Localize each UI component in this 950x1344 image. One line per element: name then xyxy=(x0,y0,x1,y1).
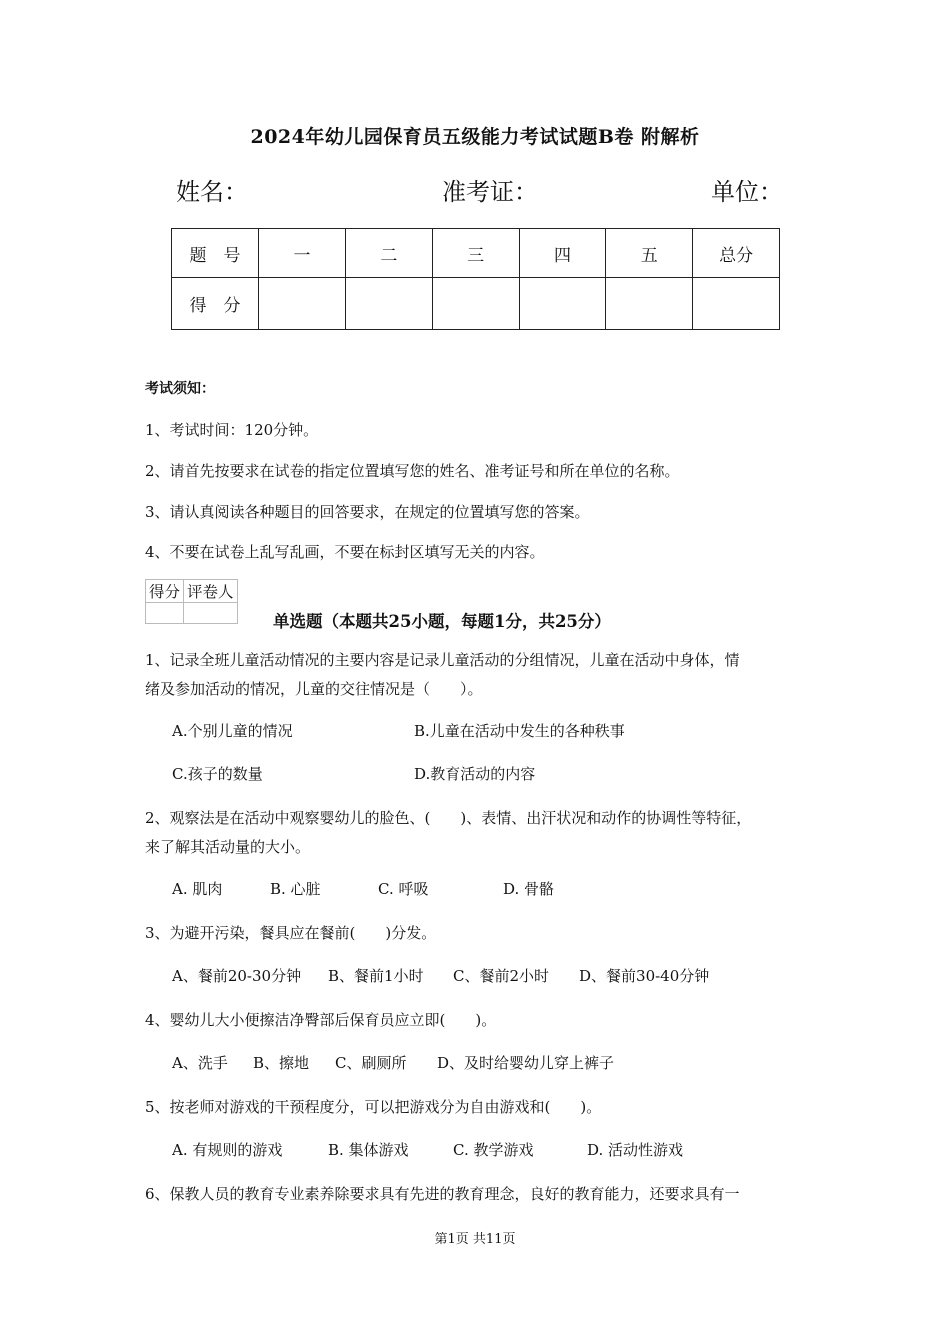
question-4-line-1: 4、婴幼儿大小便擦洁净臀部后保育员应立即( )。 xyxy=(145,1011,497,1029)
question-3-line-1: 3、为避开污染，餐具应在餐前( )分发。 xyxy=(145,924,437,942)
notice-item-2: 2、请首先按要求在试卷的指定位置填写您的姓名、准考证号和所在单位的名称。 xyxy=(145,462,680,480)
question-4-option-b[interactable]: B、擦地 xyxy=(253,1054,310,1072)
question-5-option-c[interactable]: C. 教学游戏 xyxy=(453,1141,534,1159)
question-5-option-b[interactable]: B. 集体游戏 xyxy=(328,1141,409,1159)
score-table xyxy=(171,228,780,330)
question-1-line-2: 绪及参加活动的情况，儿童的交往情况是（ ）。 xyxy=(145,680,483,698)
question-1-option-b[interactable]: B.儿童在活动中发生的各种秩事 xyxy=(414,722,625,740)
question-4-option-a[interactable]: A、洗手 xyxy=(172,1054,228,1072)
page-footer: 第1页 共11页 xyxy=(434,1232,516,1247)
score-cell-1[interactable] xyxy=(259,278,346,330)
score-header-total: 总分 xyxy=(693,229,780,278)
score-cell-4[interactable] xyxy=(519,278,606,330)
score-header-1: 一 xyxy=(259,229,346,278)
question-2-option-d[interactable]: D. 骨骼 xyxy=(503,880,555,898)
score-cell-3[interactable] xyxy=(432,278,519,330)
question-3-option-d[interactable]: D、餐前30-40分钟 xyxy=(579,967,710,985)
score-cell-5[interactable] xyxy=(606,278,693,330)
question-6-line-1: 6、保教人员的教育专业素养除要求具有先进的教育理念，良好的教育能力，还要求具有一 xyxy=(145,1185,740,1203)
question-3-option-b[interactable]: B、餐前1小时 xyxy=(328,967,424,985)
question-4-option-c[interactable]: C、刷厕所 xyxy=(335,1054,407,1072)
exam-id-field-label: 准考证： xyxy=(442,178,538,206)
grader-score-cell[interactable] xyxy=(146,603,184,624)
question-3-option-a[interactable]: A、餐前20-30分钟 xyxy=(172,967,302,985)
notice-item-4: 4、不要在试卷上乱写乱画，不要在标封区填写无关的内容。 xyxy=(145,543,545,561)
section-title: 单选题（本题共25小题，每题1分，共25分） xyxy=(273,612,611,631)
grader-box xyxy=(145,579,238,624)
score-row-label: 得 分 xyxy=(172,278,259,330)
question-1-option-d[interactable]: D.教育活动的内容 xyxy=(414,765,536,783)
question-2-line-1: 2、观察法是在活动中观察婴幼儿的脸色、( )、表情、出汗状况和动作的协调性等特征， xyxy=(145,809,752,827)
unit-field-label: 单位： xyxy=(711,178,783,206)
question-5-line-1: 5、按老师对游戏的干预程度分，可以把游戏分为自由游戏和( )。 xyxy=(145,1098,602,1116)
grader-score-label: 得分 xyxy=(146,580,184,603)
question-2-option-b[interactable]: B. 心脏 xyxy=(270,880,321,898)
notice-item-3: 3、请认真阅读各种题目的回答要求，在规定的位置填写您的答案。 xyxy=(145,503,590,521)
score-header-5: 五 xyxy=(606,229,693,278)
question-2-line-2: 来了解其活动量的大小。 xyxy=(145,838,311,856)
question-1-option-a[interactable]: A.个别儿童的情况 xyxy=(172,722,293,740)
score-header-label: 题 号 xyxy=(172,229,259,278)
page-title: 2024年幼儿园保育员五级能力考试试题B卷 附解析 xyxy=(250,126,700,148)
score-header-3: 三 xyxy=(432,229,519,278)
question-3-option-c[interactable]: C、餐前2小时 xyxy=(453,967,550,985)
score-cell-2[interactable] xyxy=(345,278,432,330)
grader-reviewer-label: 评卷人 xyxy=(184,580,238,603)
question-5-option-a[interactable]: A. 有规则的游戏 xyxy=(172,1141,283,1159)
notice-heading: 考试须知： xyxy=(145,381,215,397)
question-1-option-c[interactable]: C.孩子的数量 xyxy=(172,765,263,783)
grader-reviewer-cell[interactable] xyxy=(184,603,238,624)
question-1-line-1: 1、记录全班儿童活动情况的主要内容是记录儿童活动的分组情况，儿童在活动中身体，情 xyxy=(145,651,740,669)
name-field-label: 姓名： xyxy=(176,178,248,206)
score-cell-total[interactable] xyxy=(693,278,780,330)
question-4-option-d[interactable]: D、及时给婴幼儿穿上裤子 xyxy=(437,1054,615,1072)
score-header-2: 二 xyxy=(345,229,432,278)
question-2-option-a[interactable]: A. 肌肉 xyxy=(172,880,223,898)
question-5-option-d[interactable]: D. 活动性游戏 xyxy=(587,1141,684,1159)
question-2-option-c[interactable]: C. 呼吸 xyxy=(378,880,429,898)
notice-item-1: 1、考试时间：120分钟。 xyxy=(145,421,319,439)
score-header-4: 四 xyxy=(519,229,606,278)
